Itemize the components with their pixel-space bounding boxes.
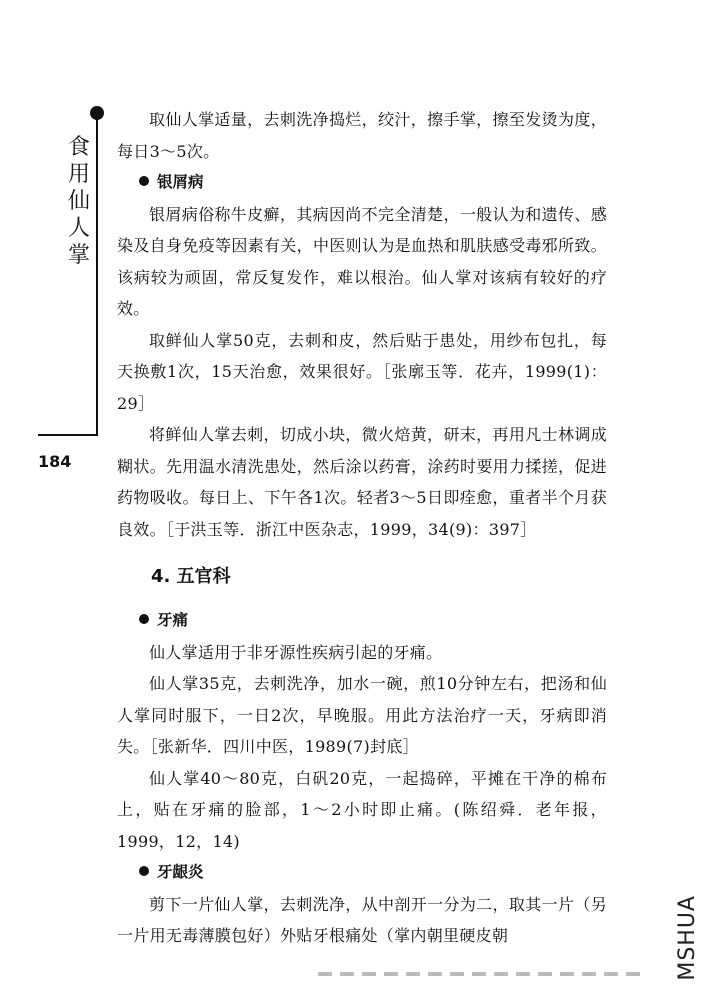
bullet-icon — [139, 866, 149, 876]
bullet-icon — [139, 614, 149, 624]
paragraph: 取仙人掌适量，去刺洗净捣烂，绞汁，擦手掌，擦至发烫为度，每日3～5次。 — [117, 110, 607, 161]
paragraph: 将鲜仙人掌去刺，切成小块，微火焙黄，研末，再用凡士林调成糊状。先用温水清洗患处，然后涂以药膏，涂药时要用力揉搓，促进药物吸收。每日上、下午各1次。轻者3～5日即痊愈，重者半个月获良效。［于洪玉等．浙江中医杂志，1999，34(9)：397］ — [117, 425, 607, 539]
paragraph: 剪下一片仙人掌，去刺洗净，从中剖开一分为二，取其一片（另一片用无毒薄膜包好）外贴牙根痛处（掌内朝里硬皮朝 — [117, 894, 607, 945]
running-title-char: 食 — [67, 135, 90, 160]
running-book-title — [66, 134, 92, 269]
page-number: 184 — [38, 452, 72, 471]
paragraph: 仙人掌35克，去刺洗净，加水一碗，煎10分钟左右，把汤和仙人掌同时服下，一日2次，早晚服。用此方法治疗一天，牙病即消失。［张新华．四川中医，1989(7)封底］ — [117, 674, 607, 756]
subsection-heading — [117, 167, 607, 199]
subsection-heading-text: 银屑病 — [157, 173, 204, 191]
paragraph: 仙人掌40～80克，白矾20克，一起捣碎，平摊在干净的棉布上，贴在牙痛的脸部，1～2小时即止痛。(陈绍舜．老年报，1999，12，14) — [117, 768, 607, 851]
subsection-heading — [117, 605, 607, 637]
page-body — [117, 104, 607, 952]
bullet-icon — [139, 176, 149, 186]
section-title: 4. 五官科 — [151, 566, 231, 587]
margin-vertical-rule — [96, 114, 98, 436]
watermark-text: MSHUA — [675, 895, 700, 981]
running-title-char: 人 — [67, 216, 90, 241]
running-title-char: 仙 — [67, 189, 90, 214]
running-title-char: 用 — [67, 162, 90, 187]
subsection-heading — [117, 857, 607, 889]
paragraph: 银屑病俗称牛皮癣，其病因尚不完全清楚，一般认为和遗传、感染及自身免疫等因素有关，中医则认为是血热和肌肤感受毒邪所致。该病较为顽固，常反复发作，难以根治。仙人掌对该病有较好的疗效。 — [117, 204, 607, 318]
paragraph: 仙人掌适用于非牙源性疾病引起的牙痛。 — [149, 642, 443, 662]
running-title-char: 掌 — [67, 243, 90, 268]
paragraph: 取鲜仙人掌50克，去刺和皮，然后贴于患处，用纱布包扎，每天换敷1次，15天治愈，效果很好。［张廓玉等．花卉，1999(1)：29］ — [117, 330, 607, 413]
scan-artifact — [318, 972, 648, 976]
subsection-heading-text: 牙痛 — [157, 611, 189, 629]
subsection-heading-text: 牙龈炎 — [157, 863, 204, 881]
margin-horizontal-rule — [38, 434, 98, 436]
